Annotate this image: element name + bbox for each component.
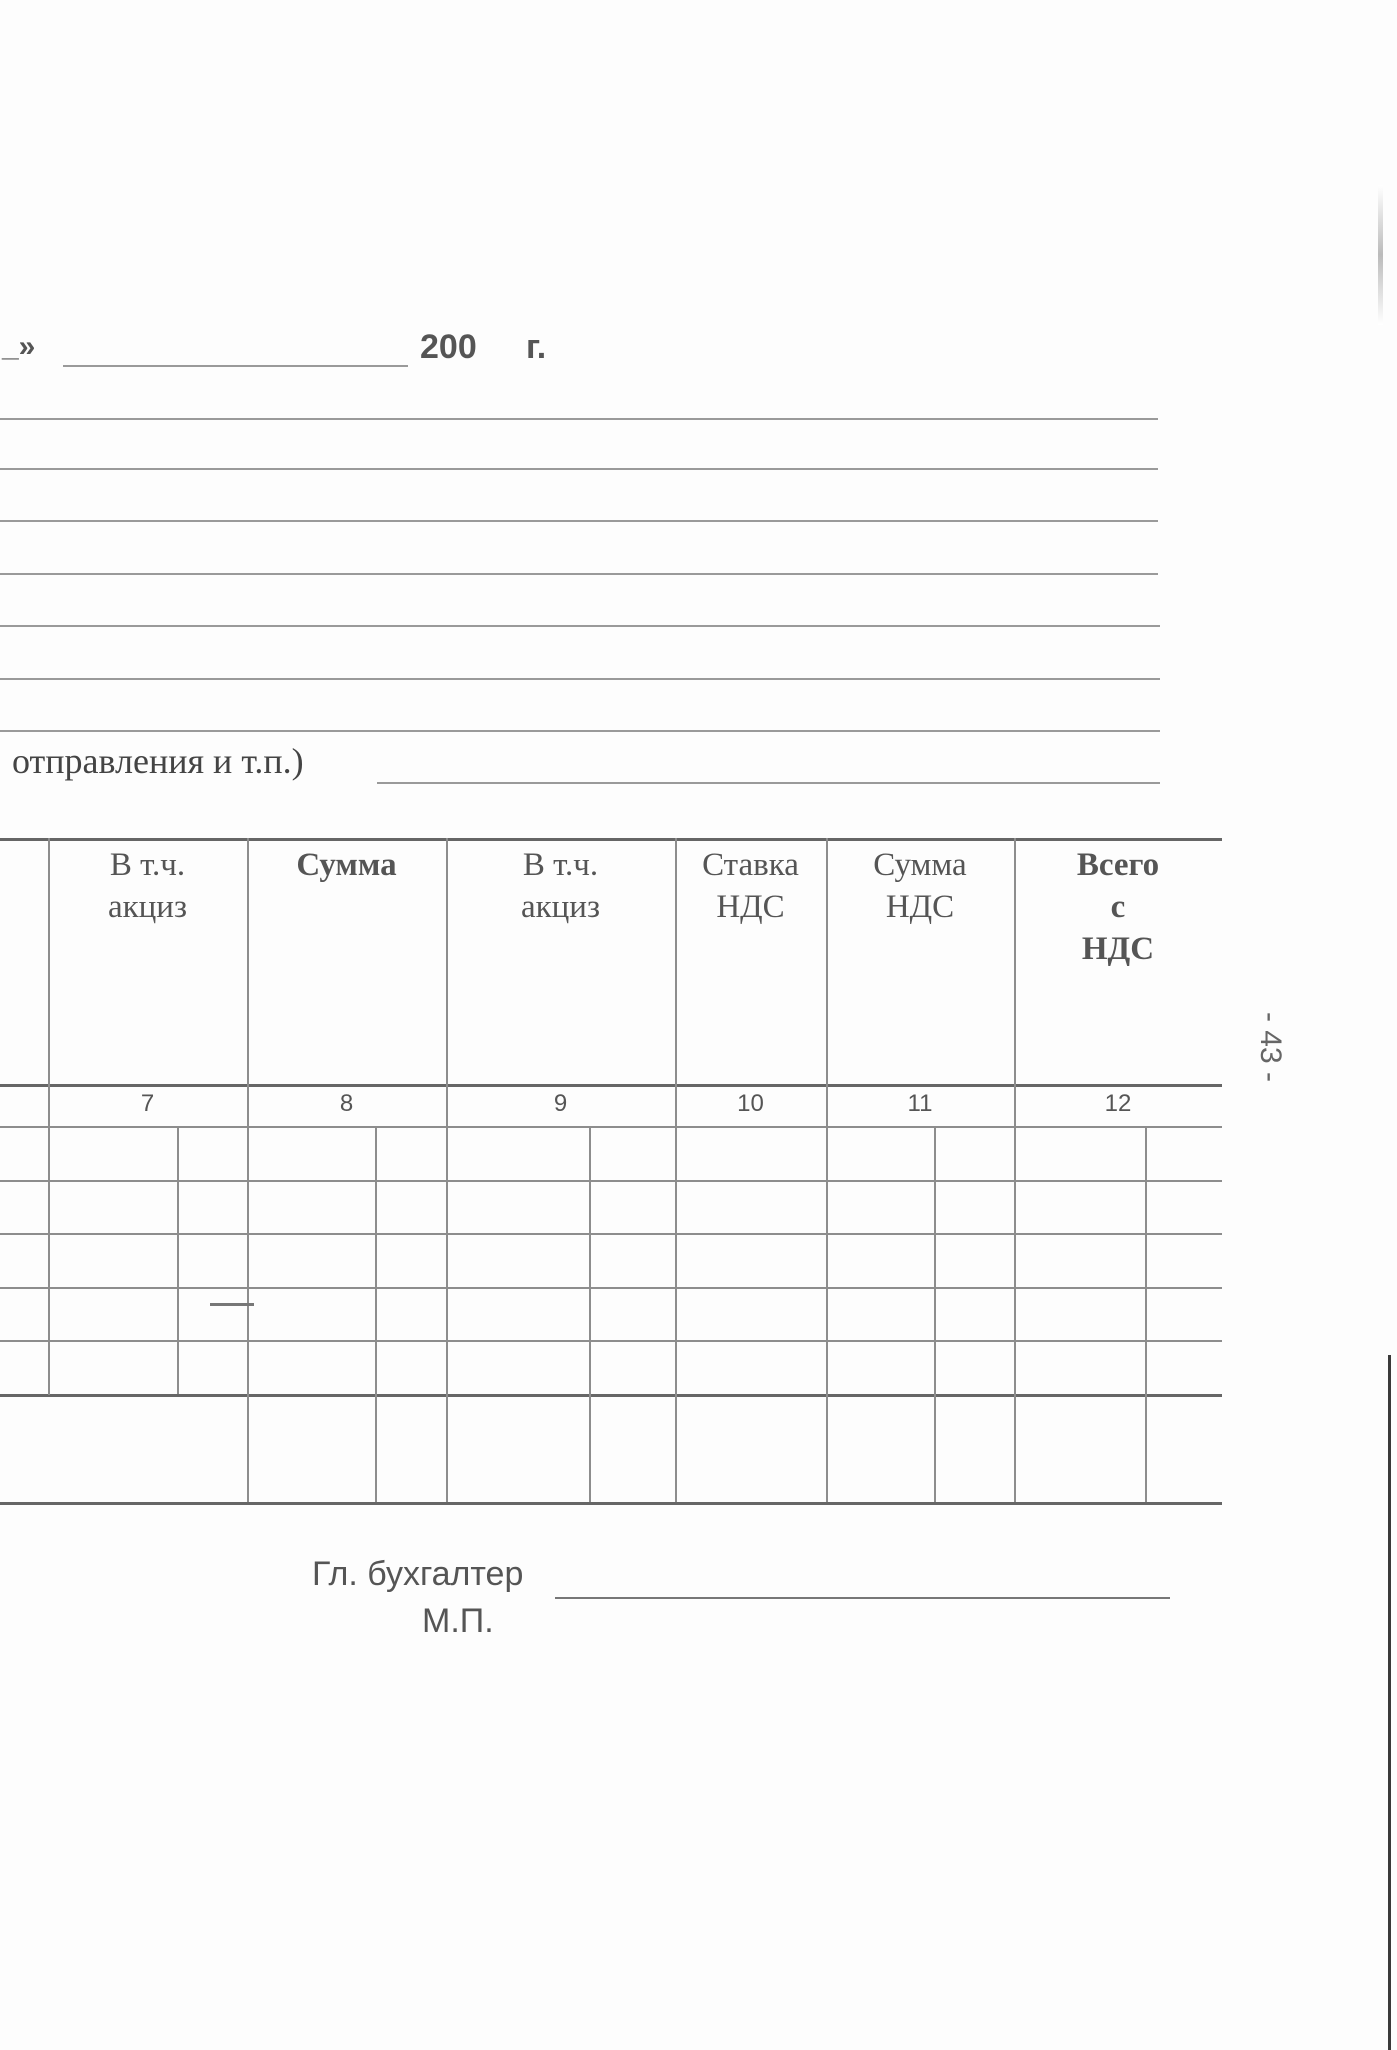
page-edge-mark (1378, 185, 1383, 325)
header-sum: Сумма (296, 847, 397, 883)
table-header-bottom (0, 1084, 1222, 1087)
blank-line (0, 678, 1160, 680)
table-subcol-divider (177, 1126, 179, 1394)
accountant-signature-line (555, 1597, 1170, 1599)
header-vat-sum: Сумма НДС (873, 847, 967, 925)
blank-line (0, 625, 1160, 627)
header-total-with-vat: Всего с НДС (1076, 847, 1160, 967)
table-col-divider (675, 838, 677, 1502)
column-number: 7 (140, 1090, 155, 1117)
blank-line (0, 730, 1160, 732)
table-col-divider (446, 838, 448, 1502)
table-col-divider (247, 838, 249, 1502)
table-stray-mark (210, 1303, 254, 1306)
table-subcol-divider (934, 1126, 936, 1502)
table-top-border (0, 838, 1222, 841)
blank-line (0, 468, 1158, 470)
table-number-row-bottom (0, 1126, 1222, 1128)
column-number: 12 (1104, 1090, 1132, 1117)
page-number: - 43 - (1254, 1011, 1287, 1083)
header-vat-rate: Ставка НДС (702, 847, 799, 925)
column-number: 8 (339, 1090, 354, 1117)
date-quote-mark: _» (2, 330, 36, 363)
table-row-line (0, 1180, 1222, 1182)
column-number: 11 (907, 1090, 933, 1117)
column-number: 9 (553, 1090, 568, 1117)
date-year: 200 (420, 328, 477, 366)
table-row-line (0, 1340, 1222, 1342)
stamp-label: М.П. (422, 1602, 494, 1640)
dispatch-blank (377, 782, 1160, 784)
table-row-line (0, 1394, 1222, 1397)
table-bottom-border (0, 1502, 1222, 1505)
table-row-line (0, 1287, 1222, 1289)
accountant-label: Гл. бухгалтер (312, 1555, 524, 1593)
table-subcol-divider (589, 1126, 591, 1502)
table-subcol-divider (1145, 1126, 1147, 1502)
header-excise-2: В т.ч. акциз (520, 847, 601, 925)
blank-line (0, 573, 1158, 575)
table-row-line (0, 1233, 1222, 1235)
table-subcol-divider (375, 1126, 377, 1502)
date-year-suffix: г. (526, 328, 547, 366)
date-month-blank (63, 365, 408, 367)
blank-line (0, 520, 1158, 522)
table-col-divider (826, 838, 828, 1502)
page-edge (1388, 1355, 1391, 2050)
header-excise-1: В т.ч. акциз (107, 847, 188, 925)
blank-line (0, 418, 1158, 420)
dispatch-label: отправления и т.п.) (12, 741, 304, 781)
column-number: 10 (737, 1090, 764, 1117)
